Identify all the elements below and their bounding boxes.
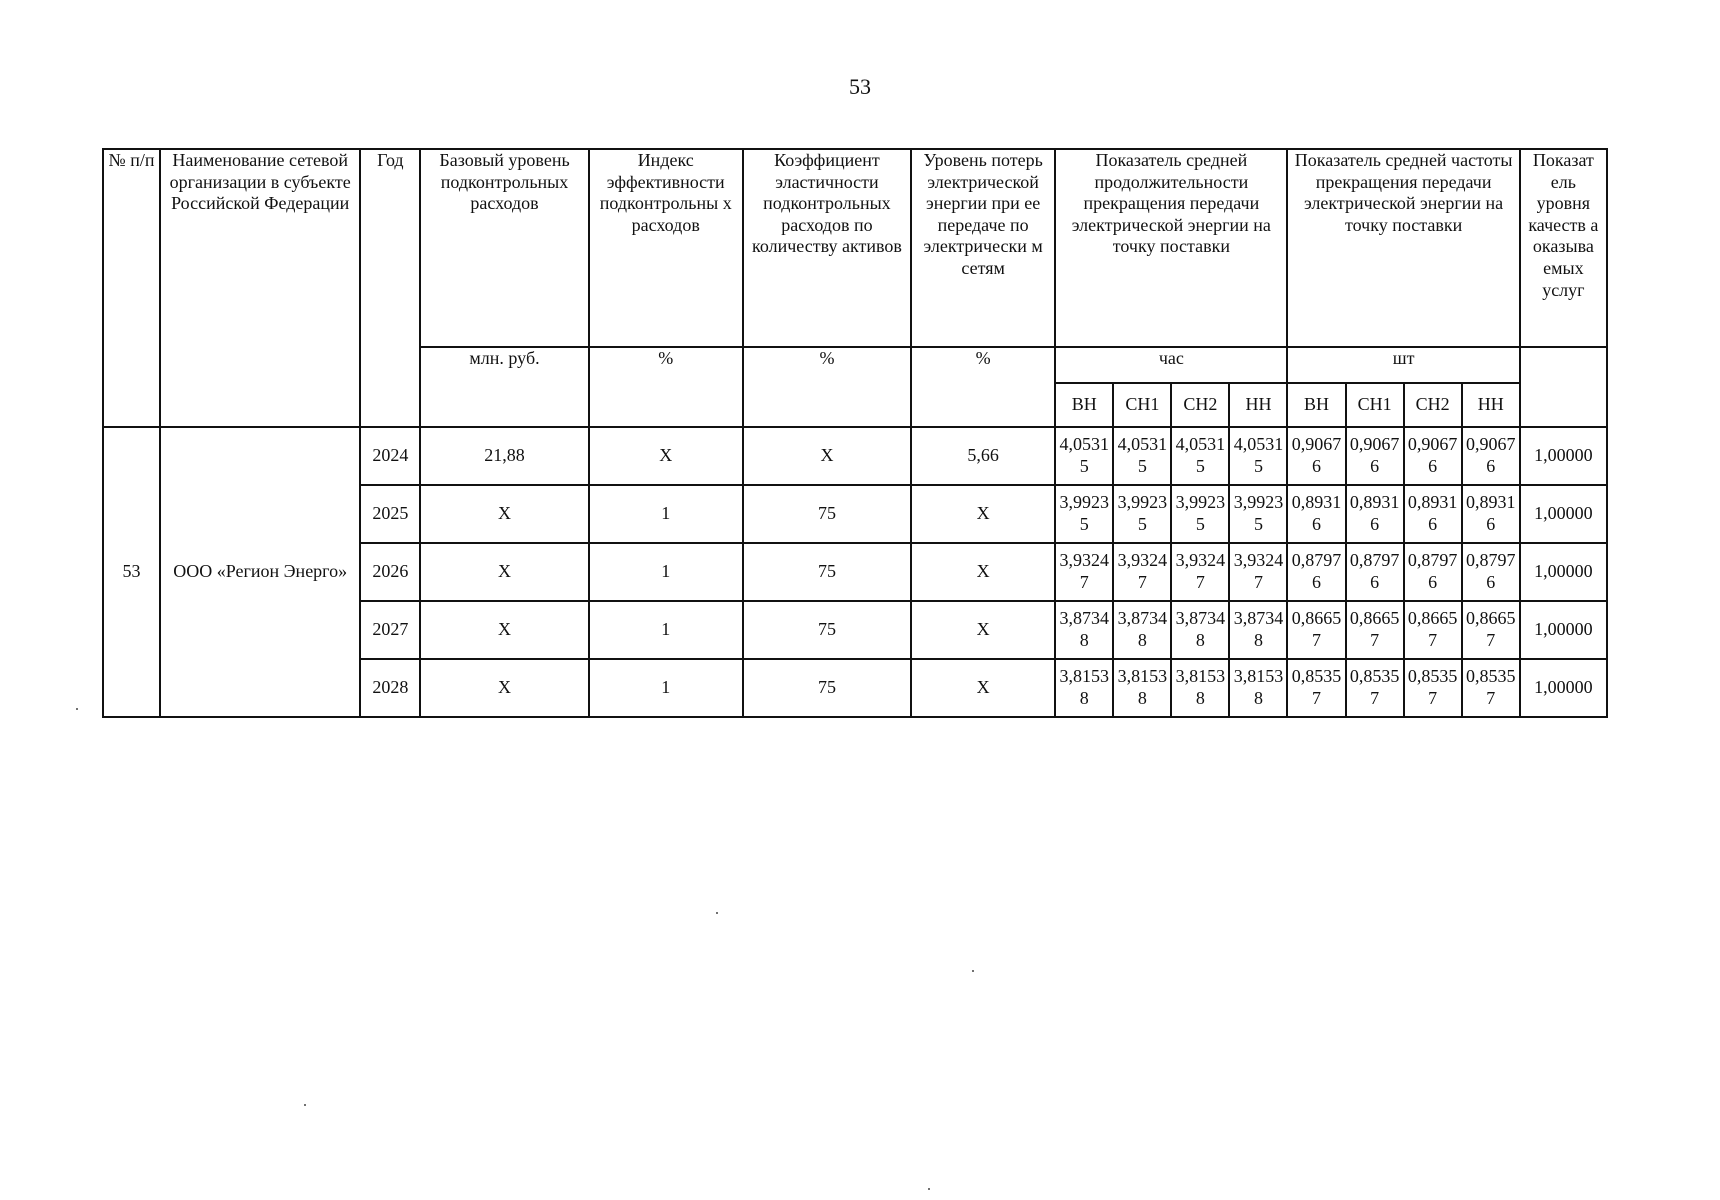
frequency-cell: 0,8665 7: [1287, 601, 1345, 659]
year-cell: 2025: [360, 485, 420, 543]
duration-cell: 3,8153 8: [1171, 659, 1229, 717]
duration-cell: 3,8734 8: [1229, 601, 1287, 659]
duration-cell: 4,0531 5: [1229, 427, 1287, 485]
voltage-label: СН1: [1346, 383, 1404, 427]
voltage-label: ВН: [1055, 383, 1113, 427]
header-base-level: Базовый уровень подконтрольных расходов: [420, 149, 588, 347]
header-elasticity-coef: Коэффициент эластичности подконтрольных расходов по количеству активов: [743, 149, 911, 347]
frequency-cell: 0,8665 7: [1346, 601, 1404, 659]
base-cell: X: [420, 601, 588, 659]
frequency-cell: 0,8797 6: [1346, 543, 1404, 601]
unit-base: млн. руб.: [420, 347, 588, 427]
duration-cell: 3,8734 8: [1055, 601, 1113, 659]
scan-speck: [304, 1104, 306, 1106]
quality-cell: 1,00000: [1520, 659, 1607, 717]
header-num: № п/п: [103, 149, 160, 427]
scan-speck: [76, 708, 78, 710]
table-row: [103, 427, 1607, 485]
frequency-cell: 0,8665 7: [1404, 601, 1462, 659]
index-cell: 1: [589, 485, 743, 543]
scan-speck: [716, 912, 718, 914]
base-cell: 21,88: [420, 427, 588, 485]
quality-cell: 1,00000: [1520, 485, 1607, 543]
duration-cell: 3,8153 8: [1113, 659, 1171, 717]
frequency-cell: 0,9067 6: [1287, 427, 1345, 485]
frequency-cell: 0,9067 6: [1346, 427, 1404, 485]
loss-cell: 5,66: [911, 427, 1055, 485]
frequency-cell: 0,8931 6: [1462, 485, 1520, 543]
voltage-label: СН2: [1404, 383, 1462, 427]
table-body: [103, 427, 1607, 717]
frequency-cell: 0,8931 6: [1404, 485, 1462, 543]
duration-cell: 3,9324 7: [1171, 543, 1229, 601]
frequency-cell: 0,9067 6: [1404, 427, 1462, 485]
duration-cell: 3,9324 7: [1229, 543, 1287, 601]
duration-cell: 4,0531 5: [1171, 427, 1229, 485]
duration-cell: 3,9324 7: [1055, 543, 1113, 601]
scan-speck: [928, 1188, 930, 1190]
year-cell: 2028: [360, 659, 420, 717]
frequency-cell: 0,8535 7: [1346, 659, 1404, 717]
header-year: Год: [360, 149, 420, 427]
duration-cell: 3,9923 5: [1055, 485, 1113, 543]
header-frequency: Показатель средней частоты прекращения передачи электрической энергии на точку поставки: [1287, 149, 1519, 347]
tariff-table: [102, 148, 1608, 718]
frequency-cell: 0,8535 7: [1287, 659, 1345, 717]
base-cell: X: [420, 543, 588, 601]
coef-cell: X: [743, 427, 911, 485]
unit-quality-empty: [1520, 347, 1607, 427]
year-cell: 2024: [360, 427, 420, 485]
header-quality: Показат ель уровня качеств а оказыва емых услуг: [1520, 149, 1607, 347]
duration-cell: 3,9324 7: [1113, 543, 1171, 601]
coef-cell: 75: [743, 543, 911, 601]
duration-cell: 4,0531 5: [1055, 427, 1113, 485]
voltage-label: СН2: [1171, 383, 1229, 427]
coef-cell: 75: [743, 485, 911, 543]
duration-cell: 3,8153 8: [1055, 659, 1113, 717]
unit-coef: %: [743, 347, 911, 427]
frequency-cell: 0,8797 6: [1462, 543, 1520, 601]
header-row: [103, 149, 1607, 347]
scan-speck: [972, 970, 974, 972]
frequency-cell: 0,8931 6: [1287, 485, 1345, 543]
index-cell: X: [589, 427, 743, 485]
header-org-name: Наименование сетевой организации в субъекте Российской Федерации: [160, 149, 360, 427]
unit-duration: час: [1055, 347, 1287, 383]
duration-cell: 3,8734 8: [1113, 601, 1171, 659]
frequency-cell: 0,8535 7: [1404, 659, 1462, 717]
index-cell: 1: [589, 601, 743, 659]
year-cell: 2027: [360, 601, 420, 659]
duration-cell: 3,9923 5: [1113, 485, 1171, 543]
loss-cell: X: [911, 485, 1055, 543]
quality-cell: 1,00000: [1520, 427, 1607, 485]
duration-cell: 3,9923 5: [1171, 485, 1229, 543]
unit-index: %: [589, 347, 743, 427]
quality-cell: 1,00000: [1520, 543, 1607, 601]
coef-cell: 75: [743, 659, 911, 717]
frequency-cell: 0,8931 6: [1346, 485, 1404, 543]
org-number: 53: [103, 427, 160, 717]
frequency-cell: 0,8797 6: [1287, 543, 1345, 601]
duration-cell: 3,9923 5: [1229, 485, 1287, 543]
base-cell: X: [420, 659, 588, 717]
duration-cell: 3,8153 8: [1229, 659, 1287, 717]
voltage-label: НН: [1229, 383, 1287, 427]
unit-frequency: шт: [1287, 347, 1519, 383]
frequency-cell: 0,8535 7: [1462, 659, 1520, 717]
quality-cell: 1,00000: [1520, 601, 1607, 659]
header-loss-level: Уровень потерь электрической энергии при ее передаче по электрически м сетям: [911, 149, 1055, 347]
duration-cell: 4,0531 5: [1113, 427, 1171, 485]
base-cell: X: [420, 485, 588, 543]
year-cell: 2026: [360, 543, 420, 601]
loss-cell: X: [911, 659, 1055, 717]
frequency-cell: 0,8797 6: [1404, 543, 1462, 601]
unit-loss: %: [911, 347, 1055, 427]
coef-cell: 75: [743, 601, 911, 659]
header-efficiency-index: Индекс эффективности подконтрольны х расходов: [589, 149, 743, 347]
loss-cell: X: [911, 601, 1055, 659]
duration-cell: 3,8734 8: [1171, 601, 1229, 659]
page-number: 53: [849, 74, 871, 99]
index-cell: 1: [589, 543, 743, 601]
frequency-cell: 0,8665 7: [1462, 601, 1520, 659]
org-name: ООО «Регион Энерго»: [160, 427, 360, 717]
table-header: [103, 149, 1607, 427]
index-cell: 1: [589, 659, 743, 717]
frequency-cell: 0,9067 6: [1462, 427, 1520, 485]
header-duration: Показатель средней продолжительности прекращения передачи электрической энергии на точку поставки: [1055, 149, 1287, 347]
voltage-label: ВН: [1287, 383, 1345, 427]
loss-cell: X: [911, 543, 1055, 601]
voltage-label: СН1: [1113, 383, 1171, 427]
voltage-label: НН: [1462, 383, 1520, 427]
